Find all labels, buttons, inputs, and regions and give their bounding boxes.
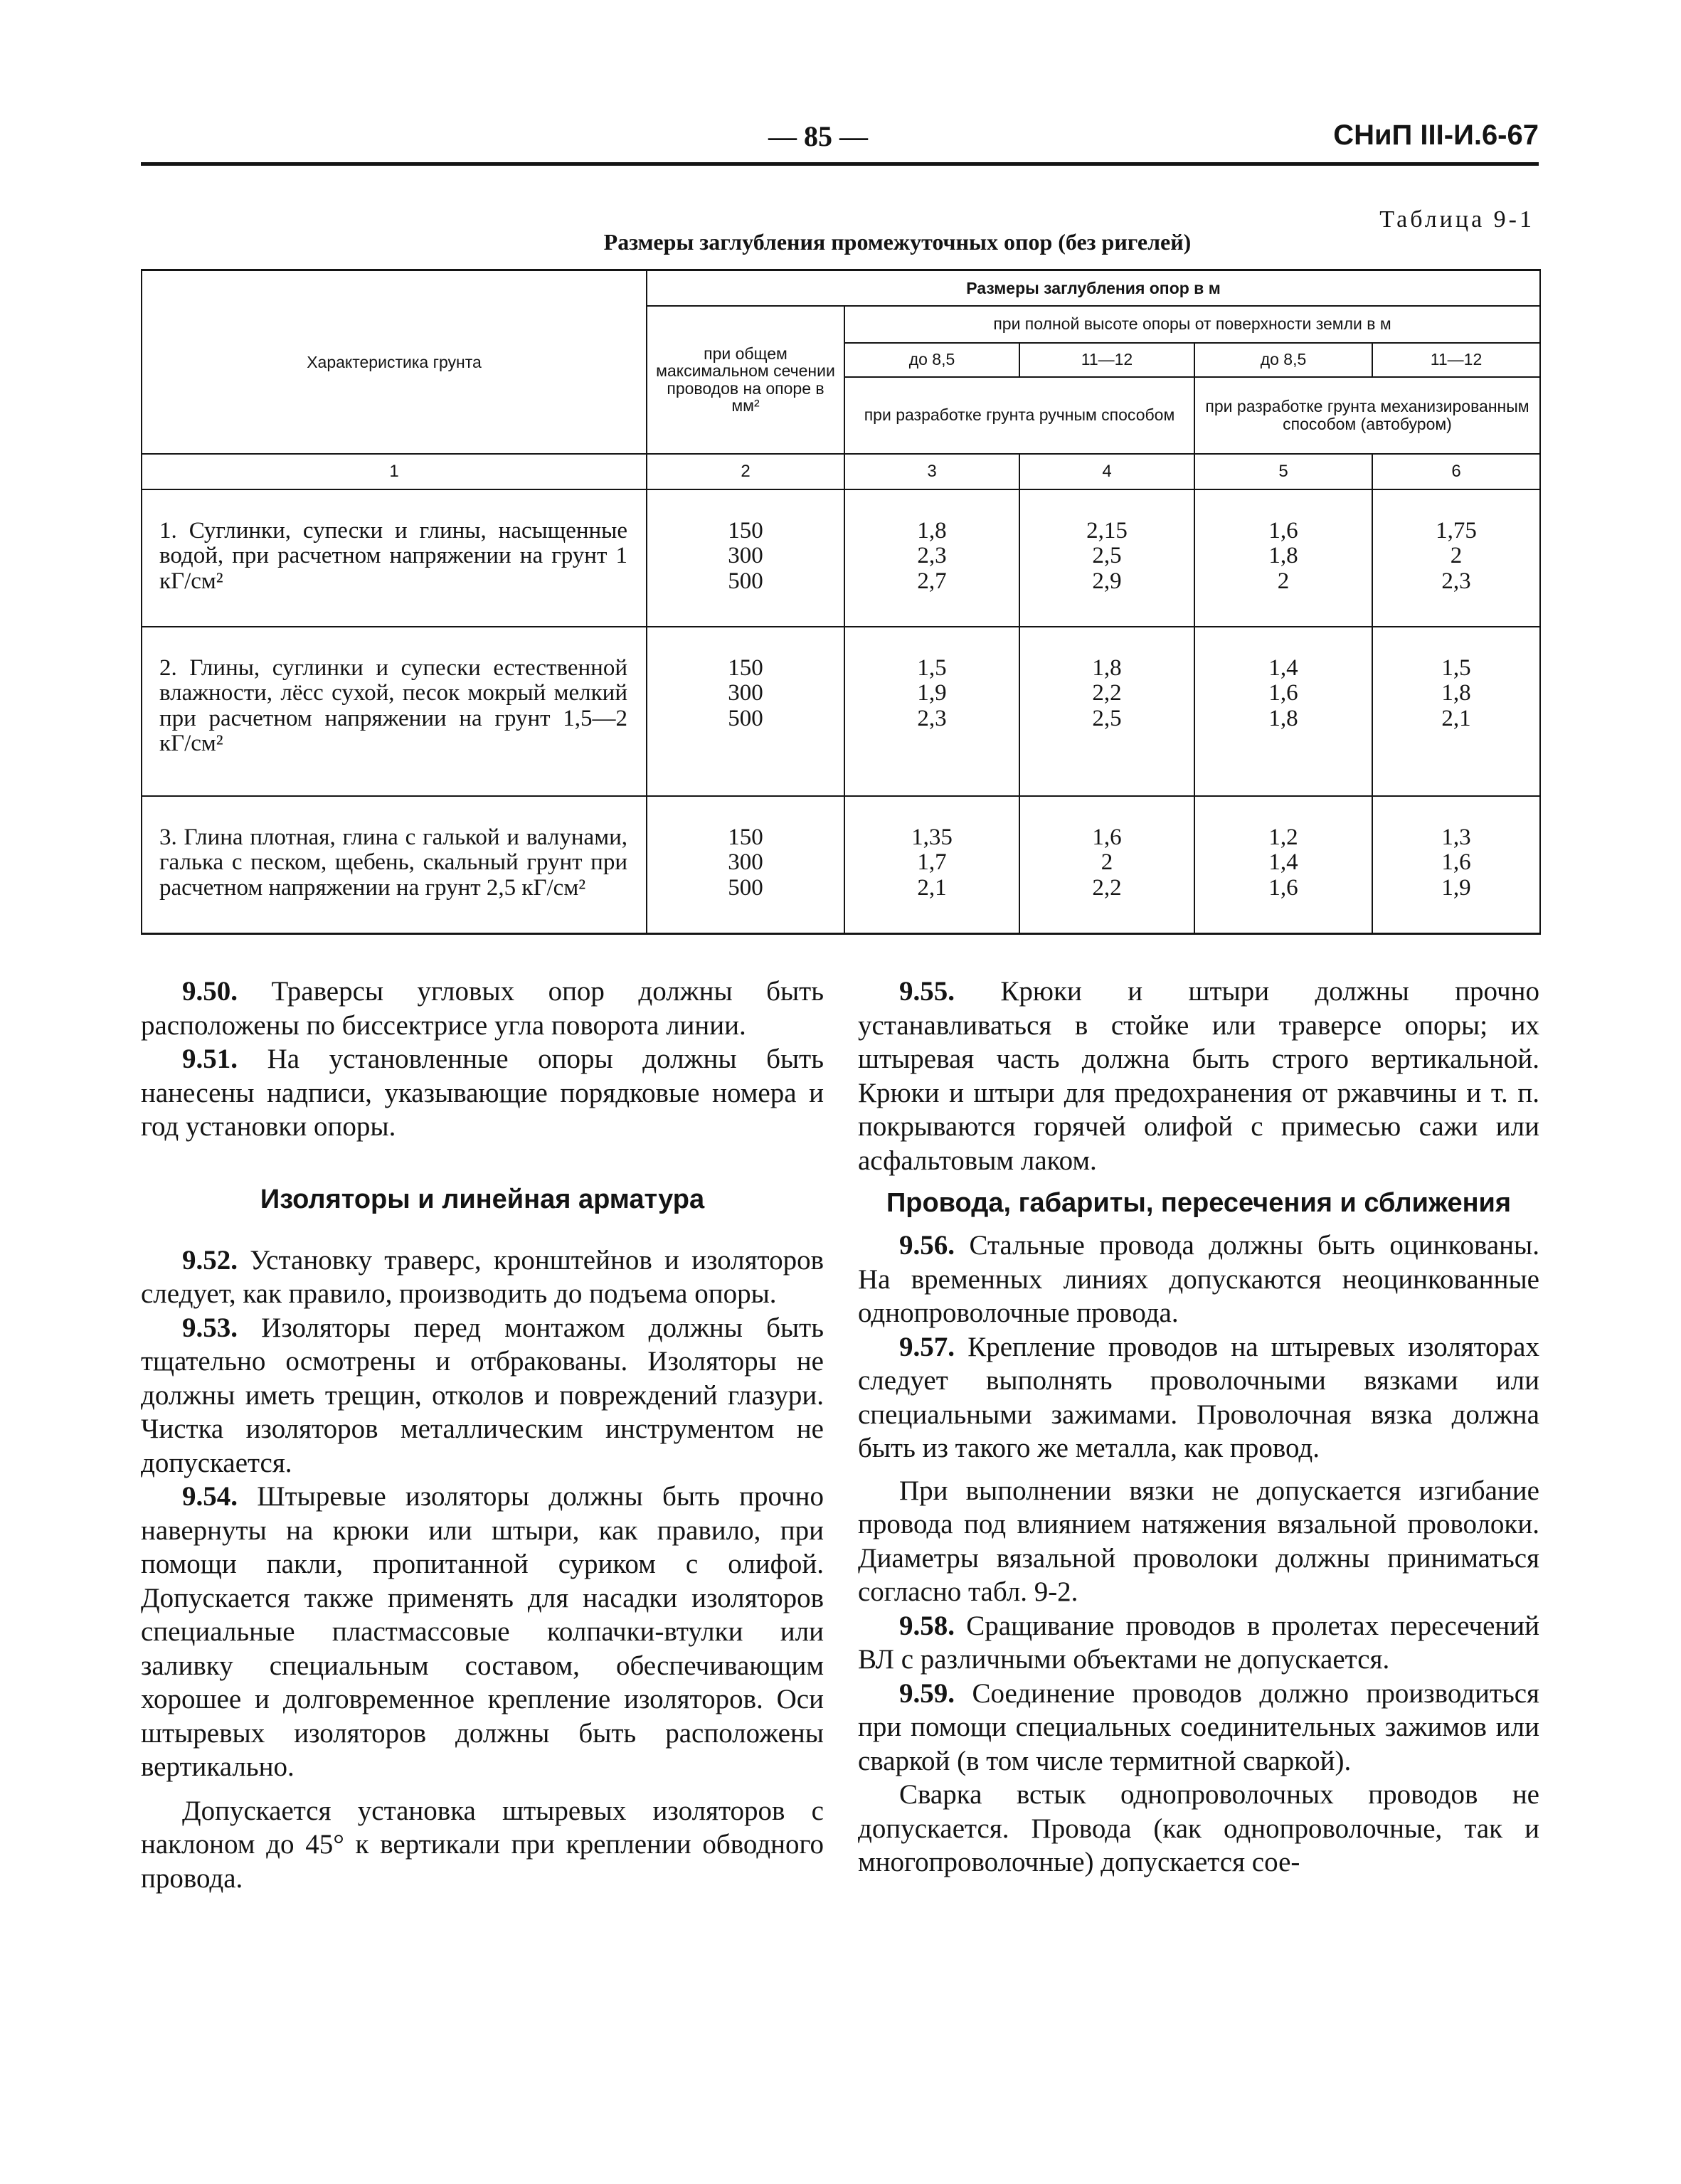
depth-cell: 1,5 1,9 2,3 — [844, 627, 1019, 796]
clause-text: Траверсы угловых опор должны быть расположены по биссектрисе угла поворота линии. — [141, 976, 824, 1041]
paragraph-9-52 — [141, 1244, 824, 1311]
clause-number: 9.54. — [182, 1481, 238, 1512]
table-row — [142, 796, 1540, 934]
paragraph-9-57-cont: При выполнении вязки не допускается изгибание провода под влиянием натяжения вязальной проволоки. Диаметры вязальной проволоки должны приниматься согласно табл. 9-2. — [858, 1475, 1539, 1607]
paragraph-9-51 — [141, 1042, 824, 1144]
header-height-3: до 8,5 — [1194, 343, 1372, 377]
section-cell: 150 300 500 — [647, 627, 844, 796]
clause-number: 9.55. — [899, 976, 955, 1007]
soil-cell: 1. Суглинки, супески и глины, насыщенные водой, при расчетном напряжении на грунт 1 кГ/см² — [142, 489, 647, 627]
depth-cell: 1,4 1,6 1,8 — [1194, 627, 1372, 796]
paragraph-9-55 — [858, 975, 1539, 1177]
document-code: СНиП III-И.6-67 — [1333, 120, 1539, 151]
section-heading: Провода, габариты, пересечения и сближения — [886, 1188, 1512, 1218]
depth-cell: 1,6 1,8 2 — [1194, 489, 1372, 627]
clause-number: 9.56. — [899, 1230, 955, 1261]
clause-text: Установку траверс, кронштейнов и изоляторов следует, как правило, производить до подъема опоры. — [141, 1244, 824, 1309]
section-cell: 150 300 500 — [647, 489, 844, 627]
header-height-1: до 8,5 — [844, 343, 1019, 377]
clause-text: Стальные провода должны быть оцинкованы. На временных линиях допускаются неоцинкованные однопроволочные провода. — [858, 1230, 1539, 1328]
col-num-1: 1 — [142, 454, 647, 489]
paragraph-9-50 — [141, 975, 824, 1042]
paragraph-9-53 — [141, 1311, 824, 1480]
header-soil: Характеристика грунта — [142, 270, 647, 454]
depth-cell: 1,2 1,4 1,6 — [1194, 796, 1372, 934]
clause-text: На установленные опоры должны быть нанесены надписи, указывающие порядковые номера и год установки опоры. — [141, 1044, 824, 1142]
paragraph-9-54 — [141, 1480, 824, 1784]
depth-cell: 1,5 1,8 2,1 — [1372, 627, 1540, 796]
clause-text: Крепление проводов на штыревых изоляторах следует выполнять проволочными вязками или специальными зажимами. Проволочная вязка должна быть из такого же металла, как провод. — [858, 1331, 1539, 1463]
header-depth-group: Размеры заглубления опор в м — [647, 270, 1540, 306]
section-heading: Изоляторы и линейная арматура — [260, 1184, 705, 1214]
col-num-5: 5 — [1194, 454, 1372, 489]
soil-cell: 3. Глина плотная, глина с галькой и валунами, галька с песком, щебень, скальный грунт при расчетном напряжении на грунт 2,5 кГ/см² — [142, 796, 647, 934]
col-num-6: 6 — [1372, 454, 1540, 489]
header-mech: при разработке грунта механизированным способом (автобуром) — [1194, 377, 1540, 454]
clause-number: 9.51. — [182, 1044, 238, 1074]
clause-number: 9.59. — [899, 1677, 955, 1709]
header-height-2: 11—12 — [1019, 343, 1194, 377]
clause-text: Крюки и штыри должны прочно устанавливаться в стойке или траверсе опоры; их штыревая часть должна быть строго вертикальной. Крюки и штыри для предохранения от ржавчины и т. п. покрываются горячей олифой с примесью сажи или асфальтовым лаком. — [858, 976, 1539, 1176]
col-num-4: 4 — [1019, 454, 1194, 489]
table-label: Таблица 9-1 — [1379, 206, 1534, 233]
depth-cell: 2,15 2,5 2,9 — [1019, 489, 1194, 627]
soil-cell: 2. Глины, суглинки и супески естественной влажности, лёсс сухой, песок мокрый мелкий при расчетном напряжении на грунт 1,5—2 кГ/см² — [142, 627, 647, 796]
right-text-column — [858, 975, 1539, 1880]
paragraph-9-57 — [858, 1330, 1539, 1465]
header-section: при общем максимальном сечении проводов на опоре в мм² — [647, 306, 844, 454]
section-cell: 150 300 500 — [647, 796, 844, 934]
depth-cell: 1,35 1,7 2,1 — [844, 796, 1019, 934]
col-num-2: 2 — [647, 454, 844, 489]
clause-number: 9.58. — [899, 1610, 955, 1641]
table-row — [142, 489, 1540, 627]
table-title: Размеры заглубления промежуточных опор (без ригелей) — [603, 229, 1192, 255]
soil-depth-table — [141, 269, 1541, 935]
depth-cell: 1,75 2 2,3 — [1372, 489, 1540, 627]
paragraph-9-58 — [858, 1609, 1539, 1677]
clause-number: 9.53. — [182, 1312, 238, 1343]
paragraph-9-59-cont: Сварка встык однопроволочных проводов не допускается. Провода (как однопроволочные, так и многопроволочные) допускается сое- — [858, 1779, 1539, 1877]
page-number: — 85 — — [768, 120, 868, 152]
clause-number: 9.50. — [182, 976, 238, 1007]
clause-text: Штыревые изоляторы должны быть прочно навернуты на крюки или штыри, как правило, при помощи пакли, пропитанной суриком с олифой. Допускается также применять для насадки изоляторов специальные пластмассовые колпачки-втулки или заливку специальным составом, обеспечивающим хорошее и долговременное крепление изоляторов. Оси штыревых изоляторов должны быть расположены вертикально. — [141, 1481, 824, 1782]
clause-text: Изоляторы перед монтажом должны быть тщательно осмотрены и отбракованы. Изоляторы не должны иметь трещин, отколов и повреждений глазури. Чистка изоляторов металлическим инструментом не допускается. — [141, 1312, 824, 1478]
paragraph-9-59 — [858, 1677, 1539, 1779]
clause-number: 9.57. — [899, 1331, 955, 1362]
col-num-3: 3 — [844, 454, 1019, 489]
header-height-4: 11—12 — [1372, 343, 1540, 377]
paragraph-9-56 — [858, 1229, 1539, 1330]
paragraph-9-54-cont: Допускается установка штыревых изоляторов с наклоном до 45° к вертикали при креплении обводного провода. — [141, 1795, 824, 1894]
clause-text: Сращивание проводов в пролетах пересечений ВЛ с различными объектами не допускается. — [858, 1610, 1540, 1675]
depth-cell: 1,6 2 2,2 — [1019, 796, 1194, 934]
depth-cell: 1,3 1,6 1,9 — [1372, 796, 1540, 934]
header-manual: при разработке грунта ручным способом — [844, 377, 1194, 454]
header-rule — [141, 162, 1539, 166]
clause-number: 9.52. — [182, 1244, 238, 1276]
clause-text: Соединение проводов должно производиться при помощи специальных соединительных зажимов или сваркой (в том числе термитной сваркой). — [858, 1677, 1539, 1776]
depth-cell: 1,8 2,3 2,7 — [844, 489, 1019, 627]
depth-cell: 1,8 2,2 2,5 — [1019, 627, 1194, 796]
header-height-group: при полной высоте опоры от поверхности земли в м — [844, 306, 1540, 343]
table-row — [142, 627, 1540, 796]
left-text-column — [141, 975, 824, 1895]
